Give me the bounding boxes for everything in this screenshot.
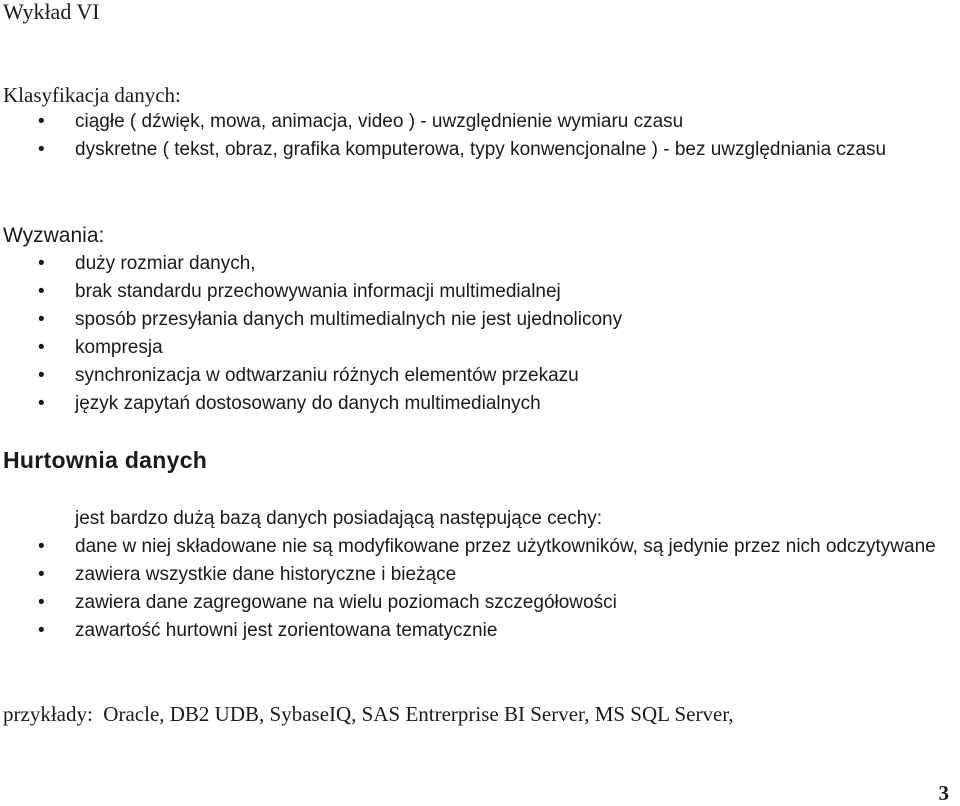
bullet-icon: • bbox=[38, 564, 45, 585]
list-item-text: język zapytań dostosowany do danych multimedialnych bbox=[75, 393, 541, 414]
list-item bbox=[0, 561, 955, 589]
bullet-icon: • bbox=[38, 620, 45, 641]
list-item bbox=[0, 136, 955, 164]
list-item-text: duży rozmiar danych, bbox=[75, 253, 256, 274]
list-item-text: brak standardu przechowywania informacji multimedialnej bbox=[75, 281, 561, 302]
list-item bbox=[0, 306, 955, 334]
list-item bbox=[0, 533, 955, 561]
page-number: 3 bbox=[938, 781, 949, 805]
bullet-icon: • bbox=[38, 309, 45, 330]
bullet-icon: • bbox=[38, 365, 45, 386]
list-item-text: synchronizacja w odtwarzaniu różnych elementów przekazu bbox=[75, 365, 579, 386]
bullet-icon: • bbox=[38, 592, 45, 613]
warehouse-heading: Hurtownia danych bbox=[3, 447, 208, 473]
list-item-text: zawartość hurtowni jest zorientowana tematycznie bbox=[75, 620, 498, 641]
challenges-label: Wyzwania: bbox=[3, 224, 105, 247]
bullet-icon: • bbox=[38, 393, 45, 414]
list-item bbox=[0, 362, 955, 390]
list-item-text: kompresja bbox=[75, 337, 163, 358]
list-item bbox=[0, 250, 955, 278]
list-item-text: sposób przesyłania danych multimedialnych nie jest ujednolicony bbox=[75, 309, 623, 330]
list-item bbox=[0, 589, 955, 617]
list-item bbox=[0, 334, 955, 362]
bullet-icon: • bbox=[38, 111, 45, 132]
list-item bbox=[0, 617, 955, 645]
list-item bbox=[0, 278, 955, 306]
list-item-text: dane w niej składowane nie są modyfikowane przez użytkowników, są jedynie przez nich odczytywane bbox=[75, 536, 936, 557]
lecture-title: Wykład VI bbox=[3, 0, 100, 24]
list-item-text: zawiera dane zagregowane na wielu poziomach szczegółowości bbox=[75, 592, 617, 613]
bullet-icon: • bbox=[38, 337, 45, 358]
classification-label: Klasyfikacja danych: bbox=[3, 83, 181, 107]
bullet-icon: • bbox=[38, 281, 45, 302]
bullet-icon: • bbox=[38, 536, 45, 557]
list-item bbox=[0, 108, 955, 136]
list-item bbox=[0, 390, 955, 418]
warehouse-intro: jest bardzo dużą bazą danych posiadającą następujące cechy: bbox=[75, 508, 603, 529]
warehouse-features-list bbox=[0, 533, 955, 645]
list-item-text: zawiera wszystkie dane historyczne i bieżące bbox=[75, 564, 457, 585]
bullet-icon: • bbox=[38, 253, 45, 274]
challenges-list bbox=[0, 250, 955, 418]
bullet-icon: • bbox=[38, 139, 45, 160]
list-item-text: dyskretne ( tekst, obraz, grafika komputerowa, typy konwencjonalne ) - bez uwzględniania czasu bbox=[75, 139, 887, 160]
classification-list bbox=[0, 108, 955, 164]
examples-line: przykłady: Oracle, DB2 UDB, SybaseIQ, SAS Entrerprise BI Server, MS SQL Server, bbox=[3, 702, 734, 726]
list-item-text: ciągłe ( dźwięk, mowa, animacja, video ) - uwzględnienie wymiaru czasu bbox=[75, 111, 684, 132]
